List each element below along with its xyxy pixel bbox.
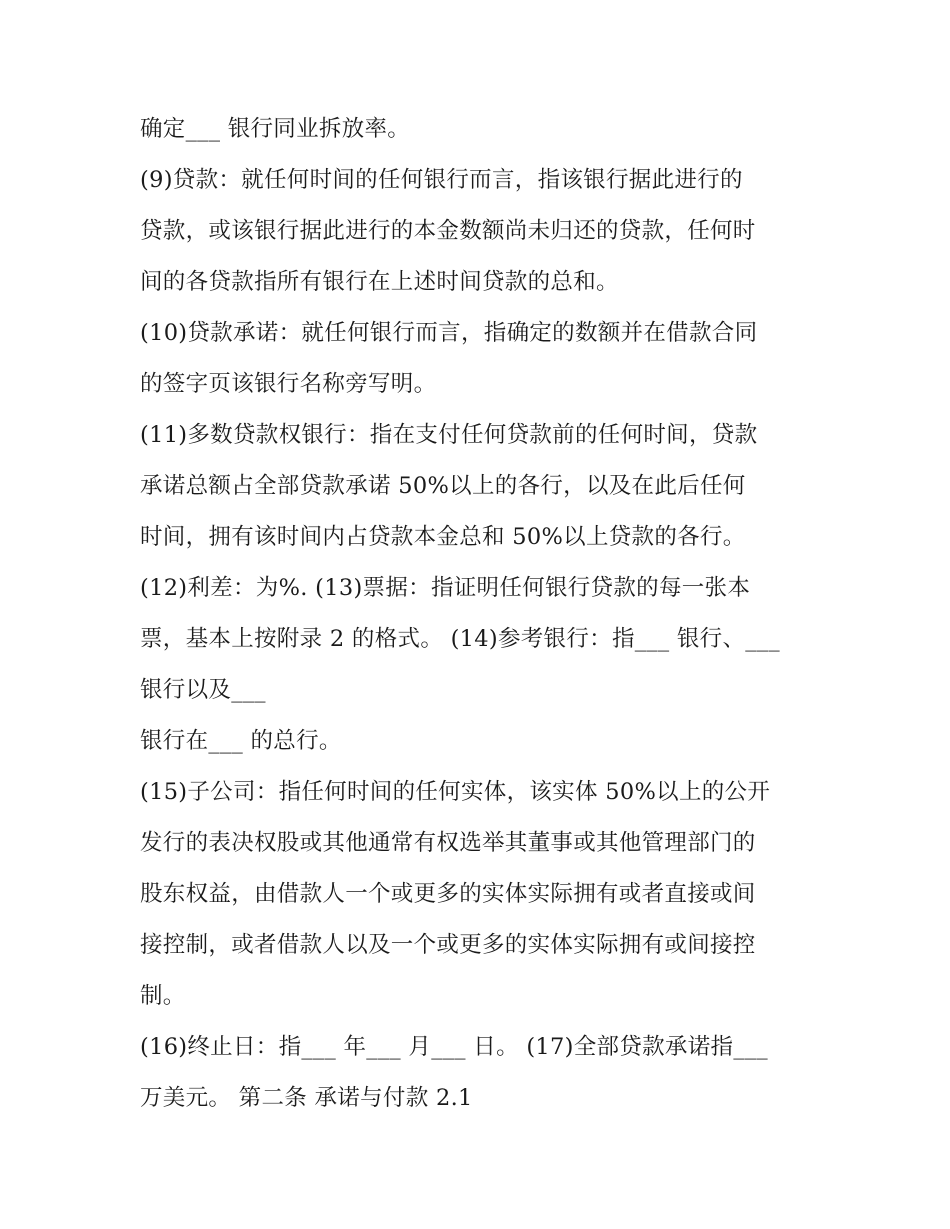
text-line: (11)多数贷款权银行：指在支付任何贷款前的任何时间，贷款	[140, 422, 758, 448]
text-line: 贷款，或该银行据此进行的本金数额尚未归还的贷款，任何时	[140, 218, 756, 244]
text-line: (15)子公司：指任何时间的任何实体，该实体 50%以上的公开	[140, 779, 771, 805]
text-line: 股东权益，由借款人一个或更多的实体实际拥有或者直接或间	[140, 881, 756, 907]
document-body	[140, 104, 830, 1124]
text-line: (16)终止日：指___ 年___ 月___ 日。 (17)全部贷款承诺指___	[140, 1034, 768, 1060]
text-line: 制。	[140, 983, 186, 1009]
text-line: 时间，拥有该时间内占贷款本金总和 50%以上贷款的各行。	[140, 524, 746, 550]
text-line: 接控制，或者借款人以及一个或更多的实体实际拥有或间接控	[140, 932, 756, 958]
text-line: (10)贷款承诺：就任何银行而言，指确定的数额并在借款合同	[140, 320, 758, 346]
text-line: 万美元。 第二条 承诺与付款 2.1	[140, 1085, 473, 1111]
text-line: 银行在___ 的总行。	[140, 728, 342, 754]
text-line: 确定___ 银行同业拆放率。	[140, 116, 411, 142]
text-line: 票，基本上按附录 2 的格式。 (14)参考银行：指___ 银行、___	[140, 626, 780, 652]
text-line: (9)贷款：就任何时间的任何银行而言，指该银行据此进行的	[140, 167, 743, 193]
text-line: 发行的表决权股或其他通常有权选举其董事或其他管理部门的	[140, 830, 756, 856]
text-line: 承诺总额占全部贷款承诺 50%以上的各行，以及在此后任何	[140, 473, 746, 499]
text-line: 的签字页该银行名称旁写明。	[140, 371, 437, 397]
text-line: 间的各贷款指所有银行在上述时间贷款的总和。	[140, 269, 619, 295]
text-line: 银行以及___	[140, 677, 266, 703]
text-line: (12)利差：为%. (13)票据：指证明任何银行贷款的每一张本	[140, 575, 751, 601]
